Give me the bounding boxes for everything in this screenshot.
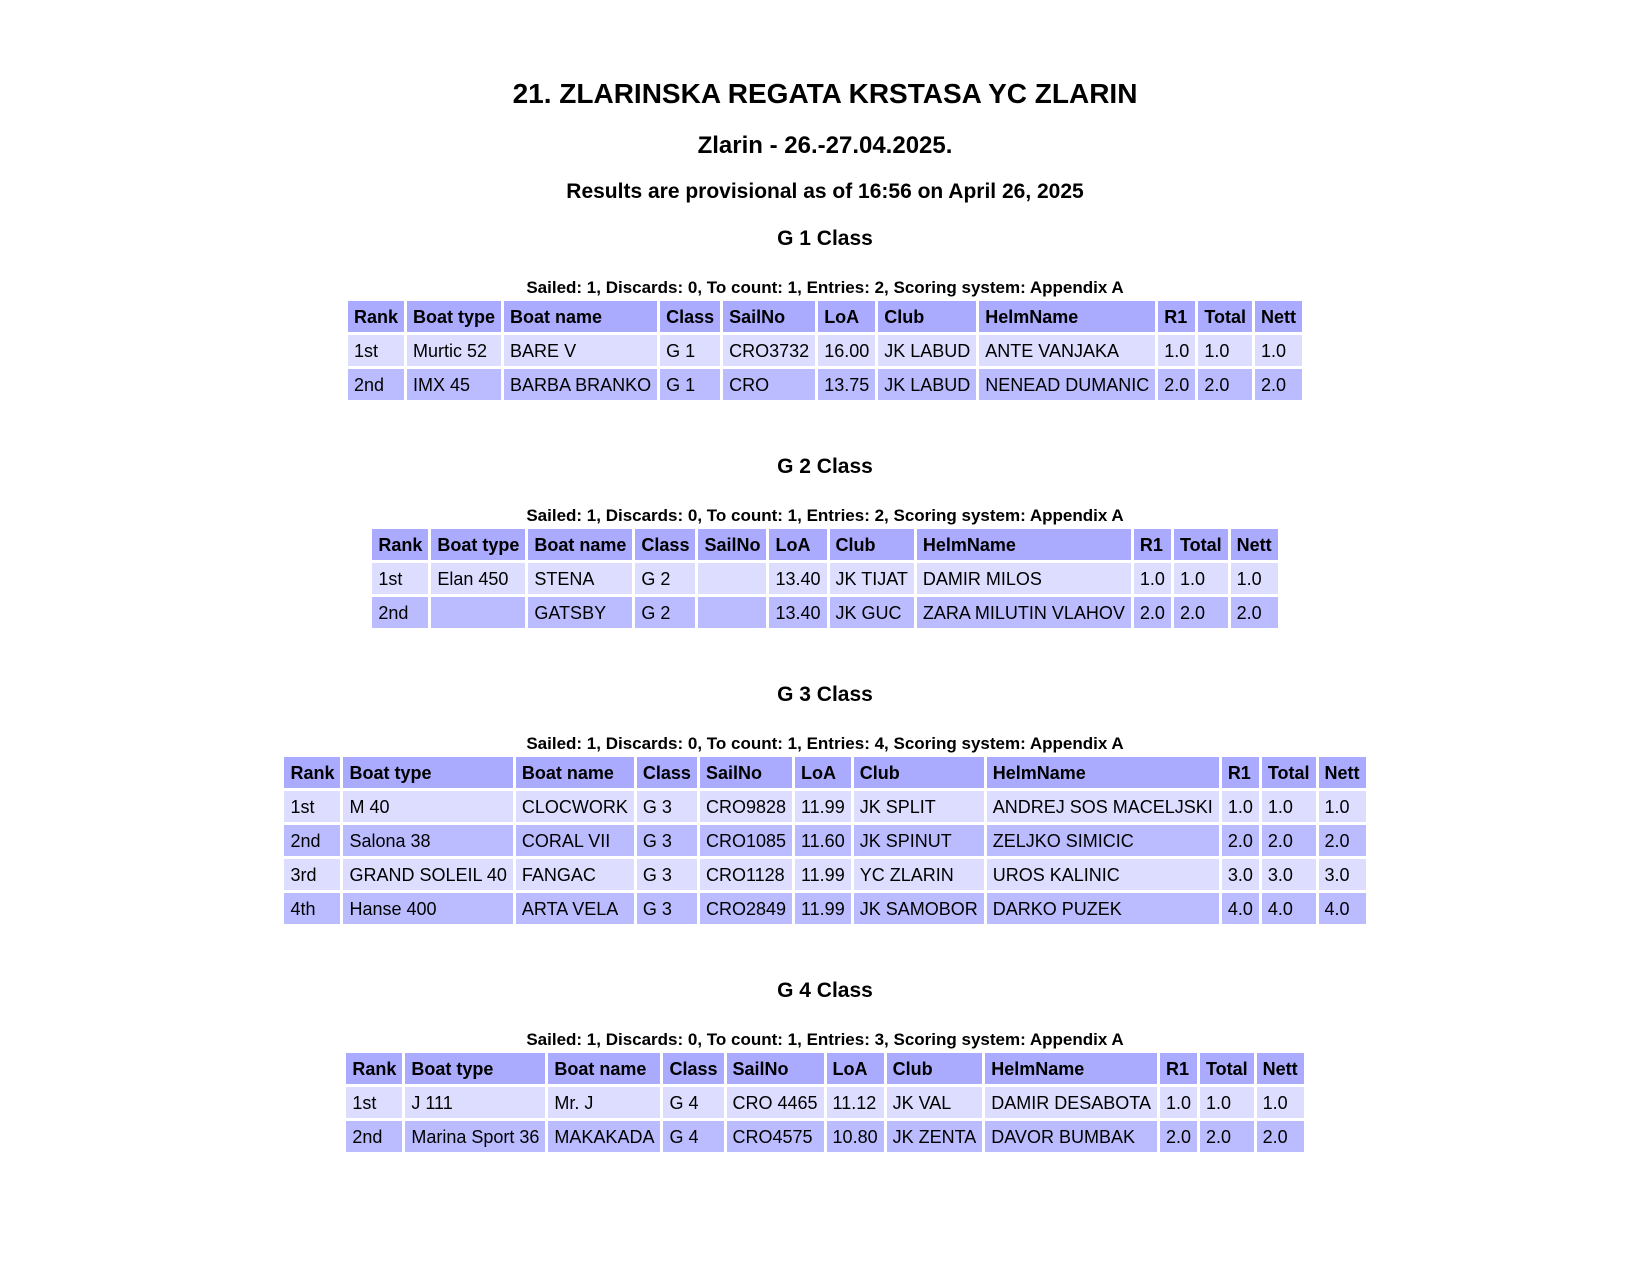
table-cell: Salona 38 bbox=[343, 825, 512, 856]
column-header: Class bbox=[660, 301, 720, 332]
table-row bbox=[372, 563, 1277, 594]
table-cell: 13.40 bbox=[769, 563, 826, 594]
table-cell: 1.0 bbox=[1200, 1087, 1254, 1118]
table-cell: CRO 4465 bbox=[727, 1087, 824, 1118]
table-cell: 1st bbox=[346, 1087, 402, 1118]
table-cell: JK SPINUT bbox=[854, 825, 984, 856]
table-cell: DAVOR BUMBAK bbox=[985, 1121, 1157, 1152]
table-cell: M 40 bbox=[343, 791, 512, 822]
column-header: LoA bbox=[795, 757, 851, 788]
table-cell: 11.99 bbox=[795, 859, 851, 890]
table-cell: G 3 bbox=[637, 791, 697, 822]
page-title: 21. ZLARINSKA REGATA KRSTASA YC ZLARIN bbox=[512, 78, 1138, 109]
column-header: Boat type bbox=[407, 301, 501, 332]
table-cell: JK LABUD bbox=[878, 335, 976, 366]
table-cell: ARTA VELA bbox=[516, 893, 634, 924]
column-header: SailNo bbox=[727, 1053, 824, 1084]
table-cell: CRO2849 bbox=[700, 893, 792, 924]
column-header: Boat name bbox=[504, 301, 657, 332]
table-cell: BARE V bbox=[504, 335, 657, 366]
column-header: Boat name bbox=[548, 1053, 660, 1084]
table-cell: 2.0 bbox=[1255, 369, 1302, 400]
table-cell: YC ZLARIN bbox=[854, 859, 984, 890]
column-header: Class bbox=[635, 529, 695, 560]
table-cell: JK VAL bbox=[887, 1087, 983, 1118]
table-cell bbox=[698, 597, 766, 628]
table-cell: JK TIJAT bbox=[830, 563, 914, 594]
table-cell: G 3 bbox=[637, 859, 697, 890]
table-header-row bbox=[348, 301, 1302, 332]
table-row bbox=[348, 335, 1302, 366]
table-cell: 2.0 bbox=[1174, 597, 1228, 628]
column-header: Boat type bbox=[405, 1053, 545, 1084]
column-header: R1 bbox=[1160, 1053, 1197, 1084]
results-table bbox=[369, 526, 1280, 631]
class-section bbox=[0, 979, 1650, 1155]
table-cell: 1.0 bbox=[1158, 335, 1195, 366]
table-cell: 1st bbox=[372, 563, 428, 594]
table-cell: JK LABUD bbox=[878, 369, 976, 400]
column-header: Club bbox=[830, 529, 914, 560]
column-header: HelmName bbox=[979, 301, 1155, 332]
table-cell: Marina Sport 36 bbox=[405, 1121, 545, 1152]
table-cell: G 2 bbox=[635, 597, 695, 628]
table-header-row bbox=[372, 529, 1277, 560]
class-heading: G 4 Class bbox=[777, 979, 873, 1002]
column-header: Total bbox=[1200, 1053, 1254, 1084]
table-cell: 1.0 bbox=[1174, 563, 1228, 594]
table-cell: JK ZENTA bbox=[887, 1121, 983, 1152]
table-cell: Hanse 400 bbox=[343, 893, 512, 924]
column-header: LoA bbox=[769, 529, 826, 560]
column-header: Total bbox=[1262, 757, 1316, 788]
class-sections bbox=[0, 227, 1650, 1155]
table-cell: Mr. J bbox=[548, 1087, 660, 1118]
table-cell: 1.0 bbox=[1255, 335, 1302, 366]
table-cell: JK GUC bbox=[830, 597, 914, 628]
table-cell: 2.0 bbox=[1158, 369, 1195, 400]
column-header: Total bbox=[1198, 301, 1252, 332]
results-table bbox=[345, 298, 1305, 403]
table-cell: DAMIR MILOS bbox=[917, 563, 1131, 594]
column-header: HelmName bbox=[985, 1053, 1157, 1084]
table-cell: BARBA BRANKO bbox=[504, 369, 657, 400]
table-cell: 4.0 bbox=[1262, 893, 1316, 924]
table-cell: GRAND SOLEIL 40 bbox=[343, 859, 512, 890]
table-cell: ZARA MILUTIN VLAHOV bbox=[917, 597, 1131, 628]
table-cell: G 4 bbox=[663, 1121, 723, 1152]
class-heading: G 1 Class bbox=[777, 227, 873, 250]
table-cell: 2.0 bbox=[1134, 597, 1171, 628]
table-row bbox=[284, 825, 1365, 856]
table-cell: 2nd bbox=[346, 1121, 402, 1152]
column-header: LoA bbox=[827, 1053, 884, 1084]
column-header: Nett bbox=[1231, 529, 1278, 560]
column-header: Class bbox=[637, 757, 697, 788]
class-scoring-summary: Sailed: 1, Discards: 0, To count: 1, Entries: 4, Scoring system: Appendix A bbox=[526, 734, 1124, 753]
table-cell: 2.0 bbox=[1200, 1121, 1254, 1152]
column-header: SailNo bbox=[698, 529, 766, 560]
class-section bbox=[0, 683, 1650, 927]
column-header: Total bbox=[1174, 529, 1228, 560]
table-cell: 2.0 bbox=[1257, 1121, 1304, 1152]
class-section bbox=[0, 455, 1650, 631]
table-header-row bbox=[346, 1053, 1303, 1084]
table-cell: 4.0 bbox=[1319, 893, 1366, 924]
class-scoring-summary: Sailed: 1, Discards: 0, To count: 1, Entries: 3, Scoring system: Appendix A bbox=[526, 1030, 1124, 1049]
table-cell: 13.75 bbox=[818, 369, 875, 400]
column-header: R1 bbox=[1158, 301, 1195, 332]
table-cell: 4.0 bbox=[1222, 893, 1259, 924]
column-header: R1 bbox=[1134, 529, 1171, 560]
column-header: Boat name bbox=[528, 529, 632, 560]
table-cell: CRO1085 bbox=[700, 825, 792, 856]
table-cell: CRO9828 bbox=[700, 791, 792, 822]
provisional-notice: Results are provisional as of 16:56 on April 26, 2025 bbox=[566, 180, 1084, 203]
column-header: R1 bbox=[1222, 757, 1259, 788]
table-cell: IMX 45 bbox=[407, 369, 501, 400]
column-header: HelmName bbox=[917, 529, 1131, 560]
column-header: Rank bbox=[284, 757, 340, 788]
table-cell: CRO bbox=[723, 369, 815, 400]
table-cell: 2nd bbox=[284, 825, 340, 856]
table-cell: 2.0 bbox=[1231, 597, 1278, 628]
table-cell: MAKAKADA bbox=[548, 1121, 660, 1152]
class-scoring-summary: Sailed: 1, Discards: 0, To count: 1, Entries: 2, Scoring system: Appendix A bbox=[526, 278, 1124, 297]
table-row bbox=[284, 859, 1365, 890]
table-cell: J 111 bbox=[405, 1087, 545, 1118]
table-row bbox=[346, 1087, 1303, 1118]
column-header: LoA bbox=[818, 301, 875, 332]
table-cell: DARKO PUZEK bbox=[987, 893, 1219, 924]
column-header: Club bbox=[878, 301, 976, 332]
table-cell: ZELJKO SIMICIC bbox=[987, 825, 1219, 856]
table-cell: CRO4575 bbox=[727, 1121, 824, 1152]
class-heading: G 2 Class bbox=[777, 455, 873, 478]
table-row bbox=[348, 369, 1302, 400]
table-cell: 1.0 bbox=[1134, 563, 1171, 594]
column-header: Nett bbox=[1255, 301, 1302, 332]
table-row bbox=[284, 893, 1365, 924]
column-header: Boat name bbox=[516, 757, 634, 788]
table-cell: 1.0 bbox=[1160, 1087, 1197, 1118]
table-cell: 3.0 bbox=[1262, 859, 1316, 890]
column-header: Boat type bbox=[343, 757, 512, 788]
column-header: SailNo bbox=[723, 301, 815, 332]
table-cell: 3.0 bbox=[1222, 859, 1259, 890]
table-cell: 11.99 bbox=[795, 791, 851, 822]
table-cell: JK SAMOBOR bbox=[854, 893, 984, 924]
column-header: HelmName bbox=[987, 757, 1219, 788]
table-cell: 16.00 bbox=[818, 335, 875, 366]
column-header: Class bbox=[663, 1053, 723, 1084]
column-header: Rank bbox=[348, 301, 404, 332]
table-cell: CLOCWORK bbox=[516, 791, 634, 822]
table-cell: G 1 bbox=[660, 369, 720, 400]
table-cell: 10.80 bbox=[827, 1121, 884, 1152]
table-cell: 4th bbox=[284, 893, 340, 924]
table-cell: 2nd bbox=[372, 597, 428, 628]
column-header: SailNo bbox=[700, 757, 792, 788]
table-cell: 1st bbox=[348, 335, 404, 366]
results-table bbox=[343, 1050, 1306, 1155]
table-cell: 1.0 bbox=[1231, 563, 1278, 594]
table-cell: 11.60 bbox=[795, 825, 851, 856]
table-cell: 2.0 bbox=[1160, 1121, 1197, 1152]
table-cell: 1.0 bbox=[1198, 335, 1252, 366]
column-header: Nett bbox=[1257, 1053, 1304, 1084]
results-table bbox=[281, 754, 1368, 927]
column-header: Club bbox=[887, 1053, 983, 1084]
table-cell: 1.0 bbox=[1262, 791, 1316, 822]
column-header: Nett bbox=[1319, 757, 1366, 788]
table-cell: GATSBY bbox=[528, 597, 632, 628]
class-section bbox=[0, 227, 1650, 403]
table-cell: 3.0 bbox=[1319, 859, 1366, 890]
table-cell bbox=[698, 563, 766, 594]
table-cell: 2.0 bbox=[1222, 825, 1259, 856]
table-cell: 2.0 bbox=[1198, 369, 1252, 400]
table-row bbox=[372, 597, 1277, 628]
table-cell: 2nd bbox=[348, 369, 404, 400]
table-cell: G 3 bbox=[637, 825, 697, 856]
table-cell: 1st bbox=[284, 791, 340, 822]
table-cell: UROS KALINIC bbox=[987, 859, 1219, 890]
event-subtitle: Zlarin - 26.-27.04.2025. bbox=[697, 132, 953, 159]
table-cell: 2.0 bbox=[1262, 825, 1316, 856]
table-cell: G 3 bbox=[637, 893, 697, 924]
table-cell: JK SPLIT bbox=[854, 791, 984, 822]
table-cell: 1.0 bbox=[1319, 791, 1366, 822]
column-header: Club bbox=[854, 757, 984, 788]
column-header: Boat type bbox=[431, 529, 525, 560]
table-cell: CRO1128 bbox=[700, 859, 792, 890]
table-cell: ANTE VANJAKA bbox=[979, 335, 1155, 366]
table-cell: DAMIR DESABOTA bbox=[985, 1087, 1157, 1118]
table-cell: Elan 450 bbox=[431, 563, 525, 594]
table-cell: G 4 bbox=[663, 1087, 723, 1118]
table-cell: 1.0 bbox=[1257, 1087, 1304, 1118]
column-header: Rank bbox=[372, 529, 428, 560]
table-row bbox=[284, 791, 1365, 822]
class-heading: G 3 Class bbox=[777, 683, 873, 706]
table-cell: CORAL VII bbox=[516, 825, 634, 856]
table-cell: G 2 bbox=[635, 563, 695, 594]
table-cell: 11.99 bbox=[795, 893, 851, 924]
column-header: Rank bbox=[346, 1053, 402, 1084]
class-scoring-summary: Sailed: 1, Discards: 0, To count: 1, Entries: 2, Scoring system: Appendix A bbox=[526, 506, 1124, 525]
table-cell: 3rd bbox=[284, 859, 340, 890]
table-cell: G 1 bbox=[660, 335, 720, 366]
table-row bbox=[346, 1121, 1303, 1152]
table-cell: 2.0 bbox=[1319, 825, 1366, 856]
table-cell: FANGAC bbox=[516, 859, 634, 890]
table-cell: 13.40 bbox=[769, 597, 826, 628]
table-cell: CRO3732 bbox=[723, 335, 815, 366]
table-header-row bbox=[284, 757, 1365, 788]
table-cell: STENA bbox=[528, 563, 632, 594]
table-cell bbox=[431, 597, 525, 628]
table-cell: Murtic 52 bbox=[407, 335, 501, 366]
table-cell: NENEAD DUMANIC bbox=[979, 369, 1155, 400]
table-cell: 11.12 bbox=[827, 1087, 884, 1118]
table-cell: ANDREJ SOS MACELJSKI bbox=[987, 791, 1219, 822]
table-cell: 1.0 bbox=[1222, 791, 1259, 822]
